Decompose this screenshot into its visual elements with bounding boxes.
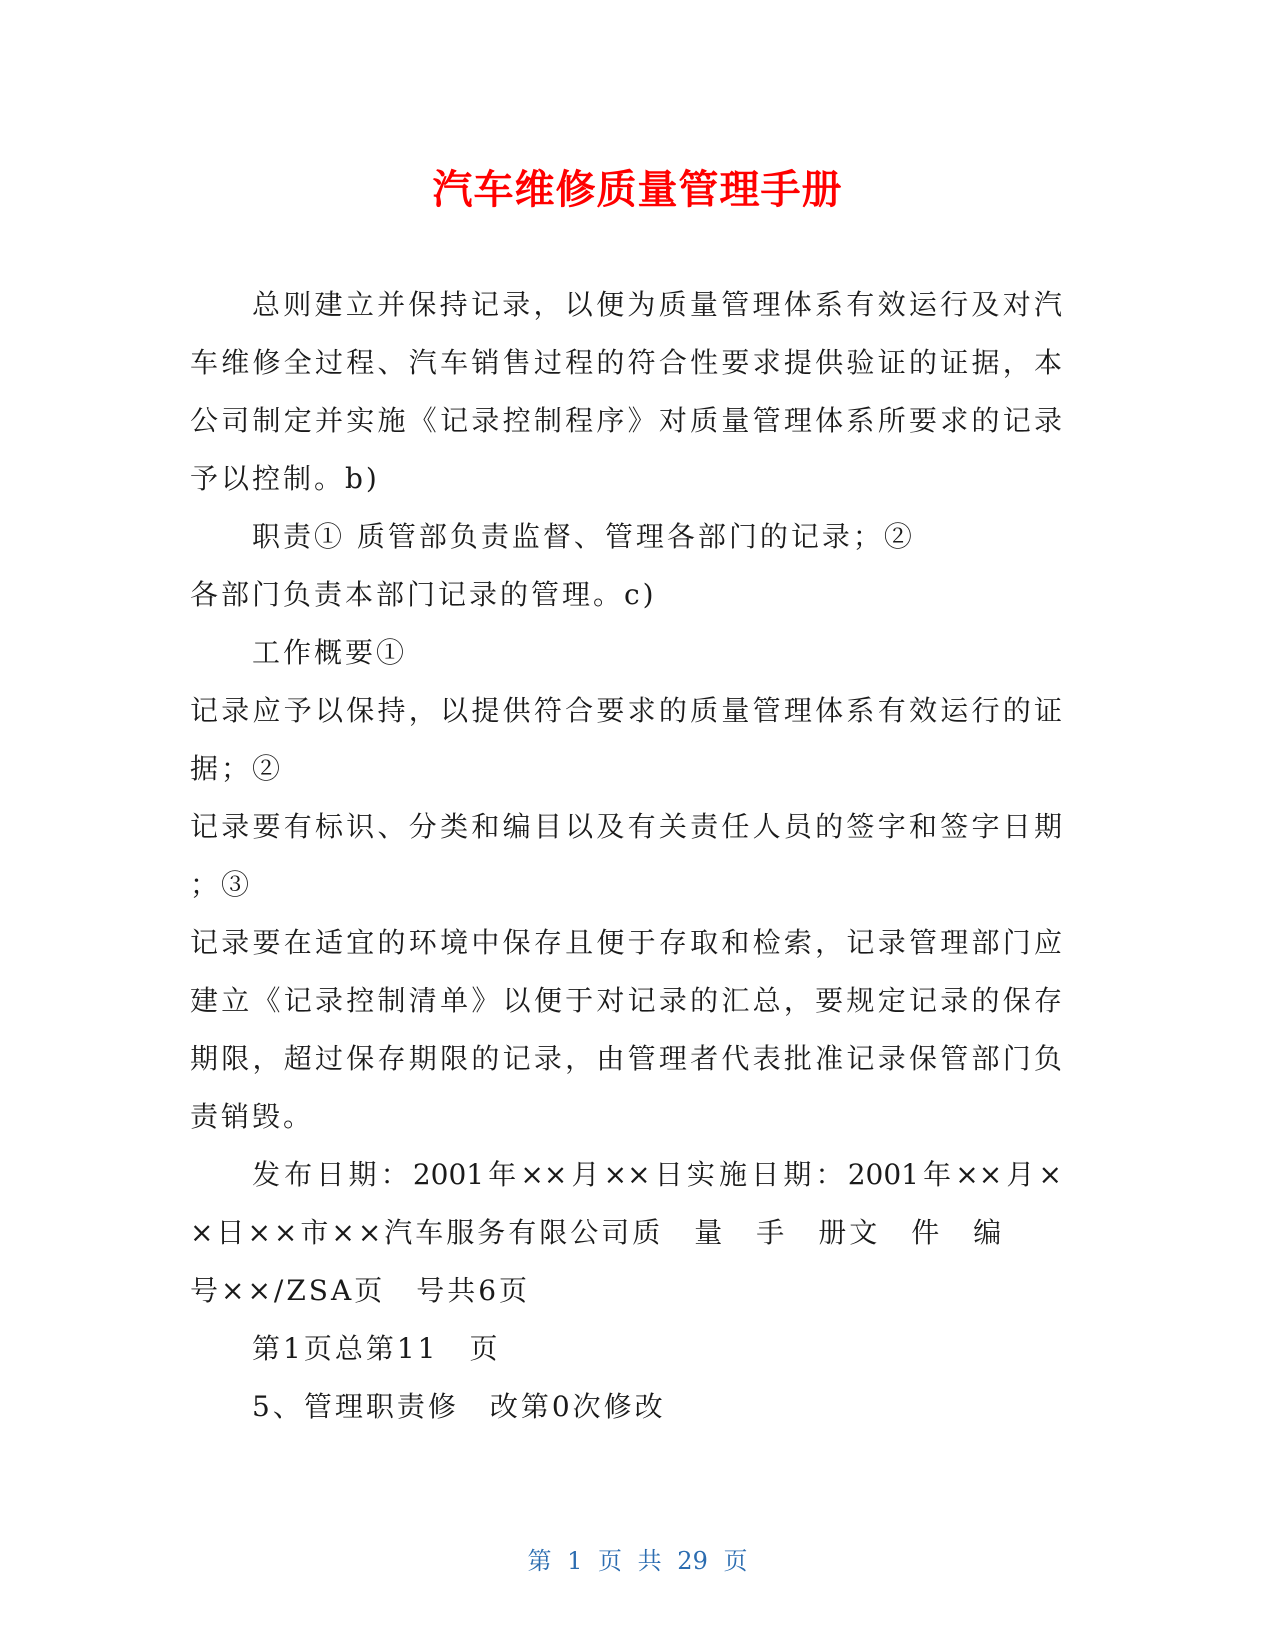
body-line: 记录要有标识、分类和编目以及有关责任人员的签字和签字日期 bbox=[190, 810, 1062, 843]
body-line: 工作概要① bbox=[252, 636, 408, 669]
body-line: 期限，超过保存期限的记录，由管理者代表批准记录保管部门负 bbox=[190, 1042, 1062, 1075]
body-line: 据；② bbox=[190, 752, 284, 785]
body-line: 号××/ZSA页 号共6页 bbox=[190, 1274, 531, 1307]
body-line: 第1页总第11 页 bbox=[252, 1332, 501, 1365]
body-line: 记录要在适宜的环境中保存且便于存取和检索，记录管理部门应 bbox=[190, 926, 1062, 959]
body-line: 建立《记录控制清单》以便于对记录的汇总，要规定记录的保存 bbox=[190, 984, 1062, 1017]
body-line: 各部门负责本部门记录的管理。c) bbox=[190, 578, 657, 611]
body-line: 公司制定并实施《记录控制程序》对质量管理体系所要求的记录 bbox=[190, 404, 1062, 437]
document-title: 汽车维修质量管理手册 bbox=[432, 167, 843, 213]
body-line: 总则建立并保持记录，以便为质量管理体系有效运行及对汽 bbox=[252, 288, 1062, 321]
body-line: 5、管理职责修 改第0次修改 bbox=[252, 1390, 666, 1423]
body-line: 发布日期：2001年××月××日实施日期：2001年××月× bbox=[252, 1158, 1062, 1191]
body-line: 职责① 质管部负责监督、管理各部门的记录；② bbox=[252, 520, 915, 553]
body-line: 责销毁。 bbox=[190, 1100, 315, 1133]
body-line: ×日××市××汽车服务有限公司质 量 手 册文 件 编 bbox=[190, 1216, 1005, 1249]
body-line: 记录应予以保持，以提供符合要求的质量管理体系有效运行的证 bbox=[190, 694, 1062, 727]
page-number-footer: 第 1 页 共 29 页 bbox=[527, 1547, 748, 1575]
body-line: 予以控制。b) bbox=[190, 462, 380, 495]
body-line: 车维修全过程、汽车销售过程的符合性要求提供验证的证据，本 bbox=[190, 346, 1062, 379]
body-line: ；③ bbox=[190, 868, 253, 901]
